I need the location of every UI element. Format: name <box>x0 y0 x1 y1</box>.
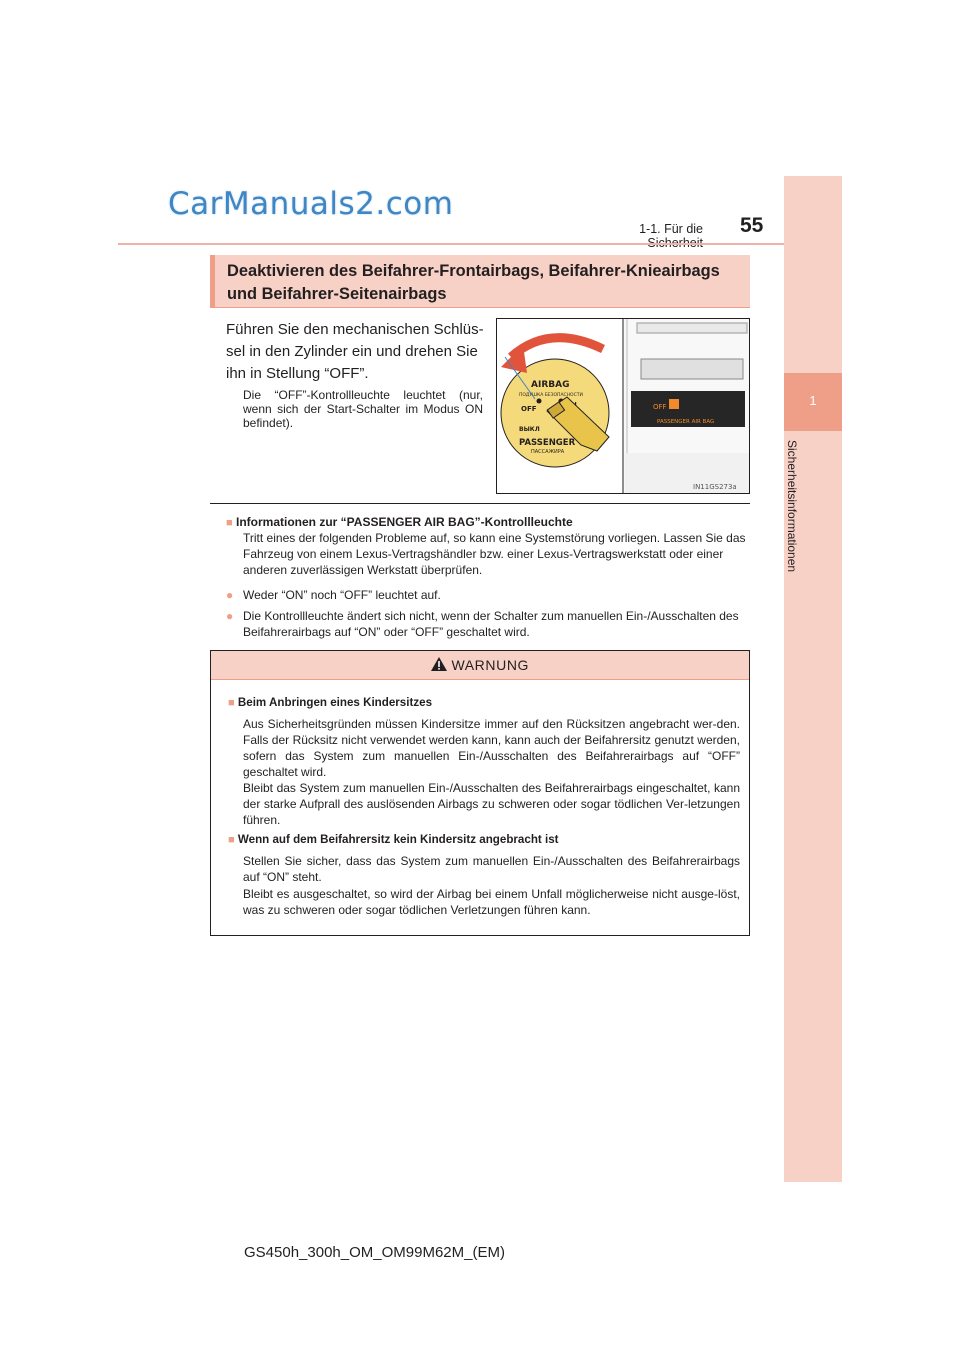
indicator-text: PASSENGER AIR BAG <box>657 419 715 425</box>
switch-passenger-label: PASSENGER <box>519 438 576 448</box>
switch-off-label-ru: ВЫКЛ <box>519 426 540 433</box>
warning-item-text: Aus Sicherheitsgründen müssen Kindersitze immer auf den Rücksitzen angebracht wer-den. Falls der Rücksitz nicht verwendet werden kann, kann auch der Beifahrersitz genutzt werden, sofern das System zum manuellen Ein-/Ausschalten des Beifahrerairbags auf “OFF” geschaltet wird. <box>243 717 740 779</box>
airbag-switch-illustration <box>497 319 749 493</box>
page-number: 55 <box>740 214 764 237</box>
square-bullet-icon: ■ <box>226 517 233 529</box>
switch-airbag-label: AIRBAG <box>531 380 570 390</box>
circle-bullet-icon: ● <box>226 609 234 623</box>
info-heading: ■ Informationen zur “PASSENGER AIR BAG”-Kontrollleuchte <box>226 515 573 529</box>
warning-item-heading: ■ Beim Anbringen eines Kindersitzes <box>228 696 433 709</box>
switch-passenger-label-ru: ПАССАЖИРА <box>531 449 565 455</box>
header-rule <box>118 243 840 245</box>
warning-item-text: Bleibt es ausgeschaltet, so wird der Airbag bei einem Unfall möglicherweise nicht ausge-löst, was zu schweren oder sogar tödlichen Verletzungen führen kann. <box>243 887 740 917</box>
side-tab-strip <box>784 176 842 1182</box>
warning-item-text: Bleibt das System zum manuellen Ein-/Ausschalten des Beifahrerairbags eingeschaltet, kann der starke Aufprall des auslösenden Airbags zu schweren oder sogar tödlichen Ver-letzungen führen. <box>243 781 740 827</box>
warning-item-text: Stellen Sie sicher, dass das System zum manuellen Ein-/Ausschalten des Beifahrerairbags auf “ON” steht. <box>243 854 740 884</box>
section-title-text: Deaktivieren des Beifahrer-Frontairbags, Beifahrer-Knieairbags und Beifahrer-Seitenairbags <box>227 262 720 303</box>
section-divider <box>210 503 750 504</box>
switch-airbag-label-ru: ПОДУШКА БЕЗОПАСНОСТИ <box>519 393 583 398</box>
warning-title: WARNUNG <box>211 657 749 673</box>
warning-triangle-icon <box>431 657 447 671</box>
square-bullet-icon: ■ <box>228 697 235 709</box>
info-text: Tritt eines der folgenden Probleme auf, so kann eine Systemstörung vorliegen. Lassen Sie das Fahrzeug von einem Lexus-Vertragshändler bzw. einer Lexus-Vertragswerkstatt oder einer anderen zuverlässigen Werkstatt überprüfen. <box>243 531 746 577</box>
step-note: Die “OFF”-Kontrollleuchte leuchtet (nur, wenn sich der Start-Schalter im Modus ON befindet). <box>243 388 483 430</box>
footer-doc-code: GS450h_300h_OM_OM99M62M_(EM) <box>244 1244 505 1261</box>
side-tab-label: Sicherheitsinformationen <box>785 440 799 573</box>
step-instruction: Führen Sie den mechanischen Schlüs-sel in den Zylinder ein und drehen Sie ihn in Stellung “OFF”. <box>226 321 484 382</box>
chapter-title: 1-1. Für die <box>639 222 703 236</box>
side-tab-number: 1 <box>809 393 817 408</box>
figure-code: IN11GS273a <box>693 483 737 491</box>
square-bullet-icon: ■ <box>228 834 235 846</box>
indicator-off-label: OFF <box>653 403 667 411</box>
watermark-logo: CarManuals2.com <box>168 186 454 222</box>
switch-off-label: OFF <box>521 405 537 413</box>
warning-item-heading: ■ Wenn auf dem Beifahrersitz kein Kindersitz angebracht ist <box>228 833 559 846</box>
circle-bullet-icon: ● <box>226 588 234 602</box>
section-title <box>210 255 750 308</box>
airbag-switch-figure <box>496 318 750 494</box>
